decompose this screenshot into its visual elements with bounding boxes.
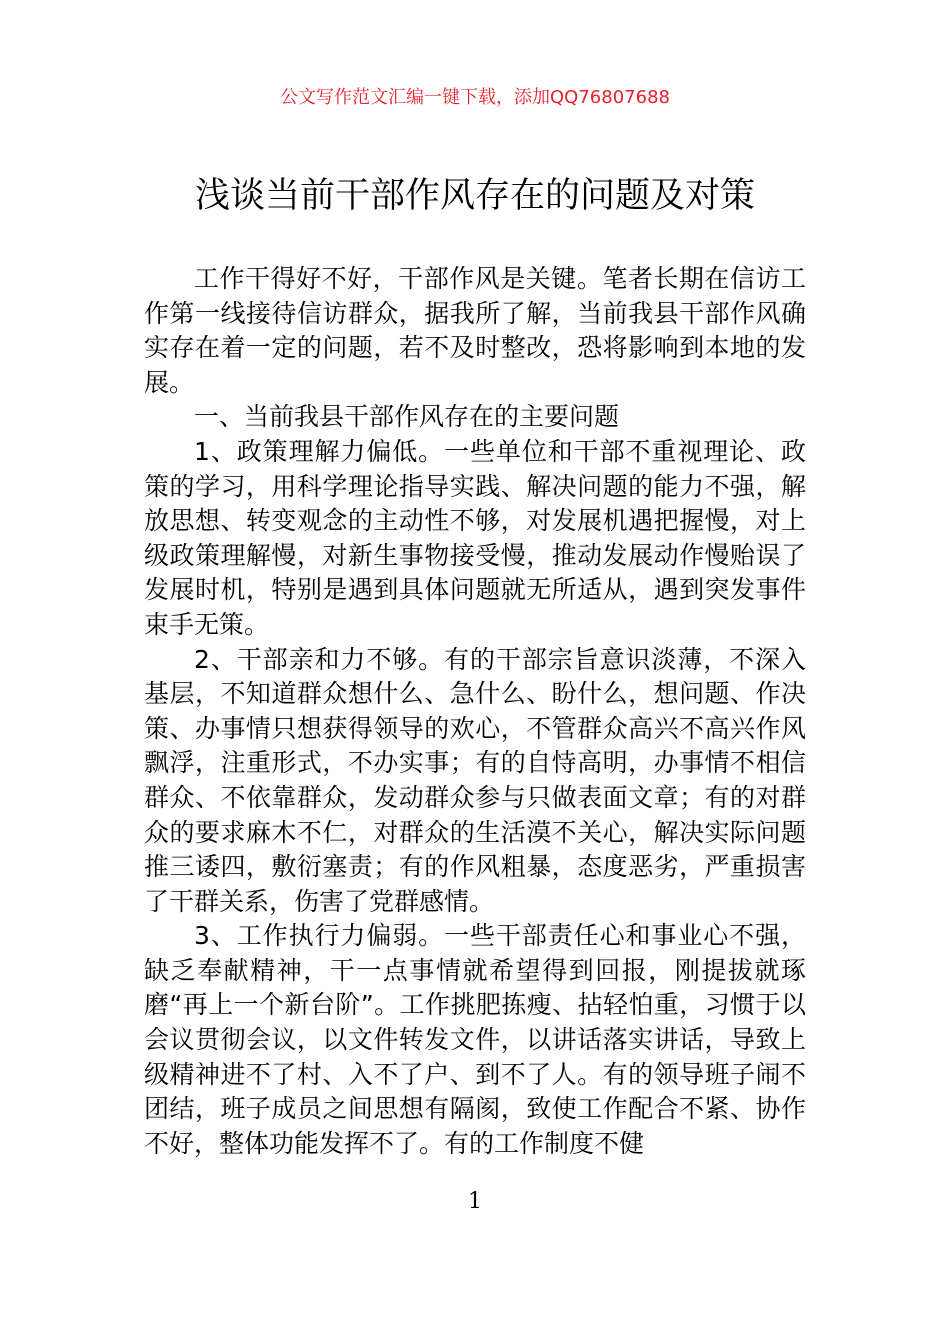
page-number: 1 xyxy=(468,1189,482,1214)
problem-paragraph-2: 2、干部亲和力不够。有的干部宗旨意识淡薄，不深入基层，不知道群众想什么、急什么、盼什么，想问题、作决策、办事情只想获得领导的欢心，不管群众高兴不高兴作风飘浮，注重形式，不办实事；有的自恃高明，办事情不相信群众、不依靠群众，发动群众参与只做表面文章；有的对群众的要求麻木不仁，对群众的生活漠不关心，解决实际问题推三诿四，敷衍塞责；有的作风粗暴，态度恶劣，严重损害了干群关系，伤害了党群感情。 xyxy=(144,644,806,916)
document-title: 浅谈当前干部作风存在的问题及对策 xyxy=(194,176,755,216)
intro-paragraph: 工作干得好不好，干部作风是关键。笔者长期在信访工作第一线接待信访群众，据我所了解，当前我县干部作风确实存在着一定的问题，若不及时整改，恐将影响到本地的发展。 xyxy=(144,264,806,397)
problem-paragraph-3: 3、工作执行力偏弱。一些干部责任心和事业心不强，缺乏奉献精神，干一点事情就希望得到回报，刚提拔就琢磨“再上一个新台阶”。工作挑肥拣瘦、拈轻怕重，习惯于以会议贯彻会议，以文件转发文件，以讲话落实讲话，导致上级精神进不了村、入不了户、到不了人。有的领导班子闹不团结，班子成员之间思想有隔阂，致使工作配合不紧、协作不好，整体功能发挥不了。有的工作制度不健 xyxy=(144,921,806,1158)
section-heading: 一、当前我县干部作风存在的主要问题 xyxy=(194,402,620,432)
download-note: 公文写作范文汇编一键下载，添加QQ76807688 xyxy=(280,87,670,108)
problem-paragraph-1: 1、政策理解力偏低。一些单位和干部不重视理论、政策的学习，用科学理论指导实践、解决问题的能力不强，解放思想、转变观念的主动性不够，对发展机遇把握慢，对上级政策理解慢，对新生事物接受慢，推动发展动作慢贻误了发展时机，特别是遇到具体问题就无所适从，遇到突发事件束手无策。 xyxy=(144,436,806,639)
document-body xyxy=(144,262,806,1161)
